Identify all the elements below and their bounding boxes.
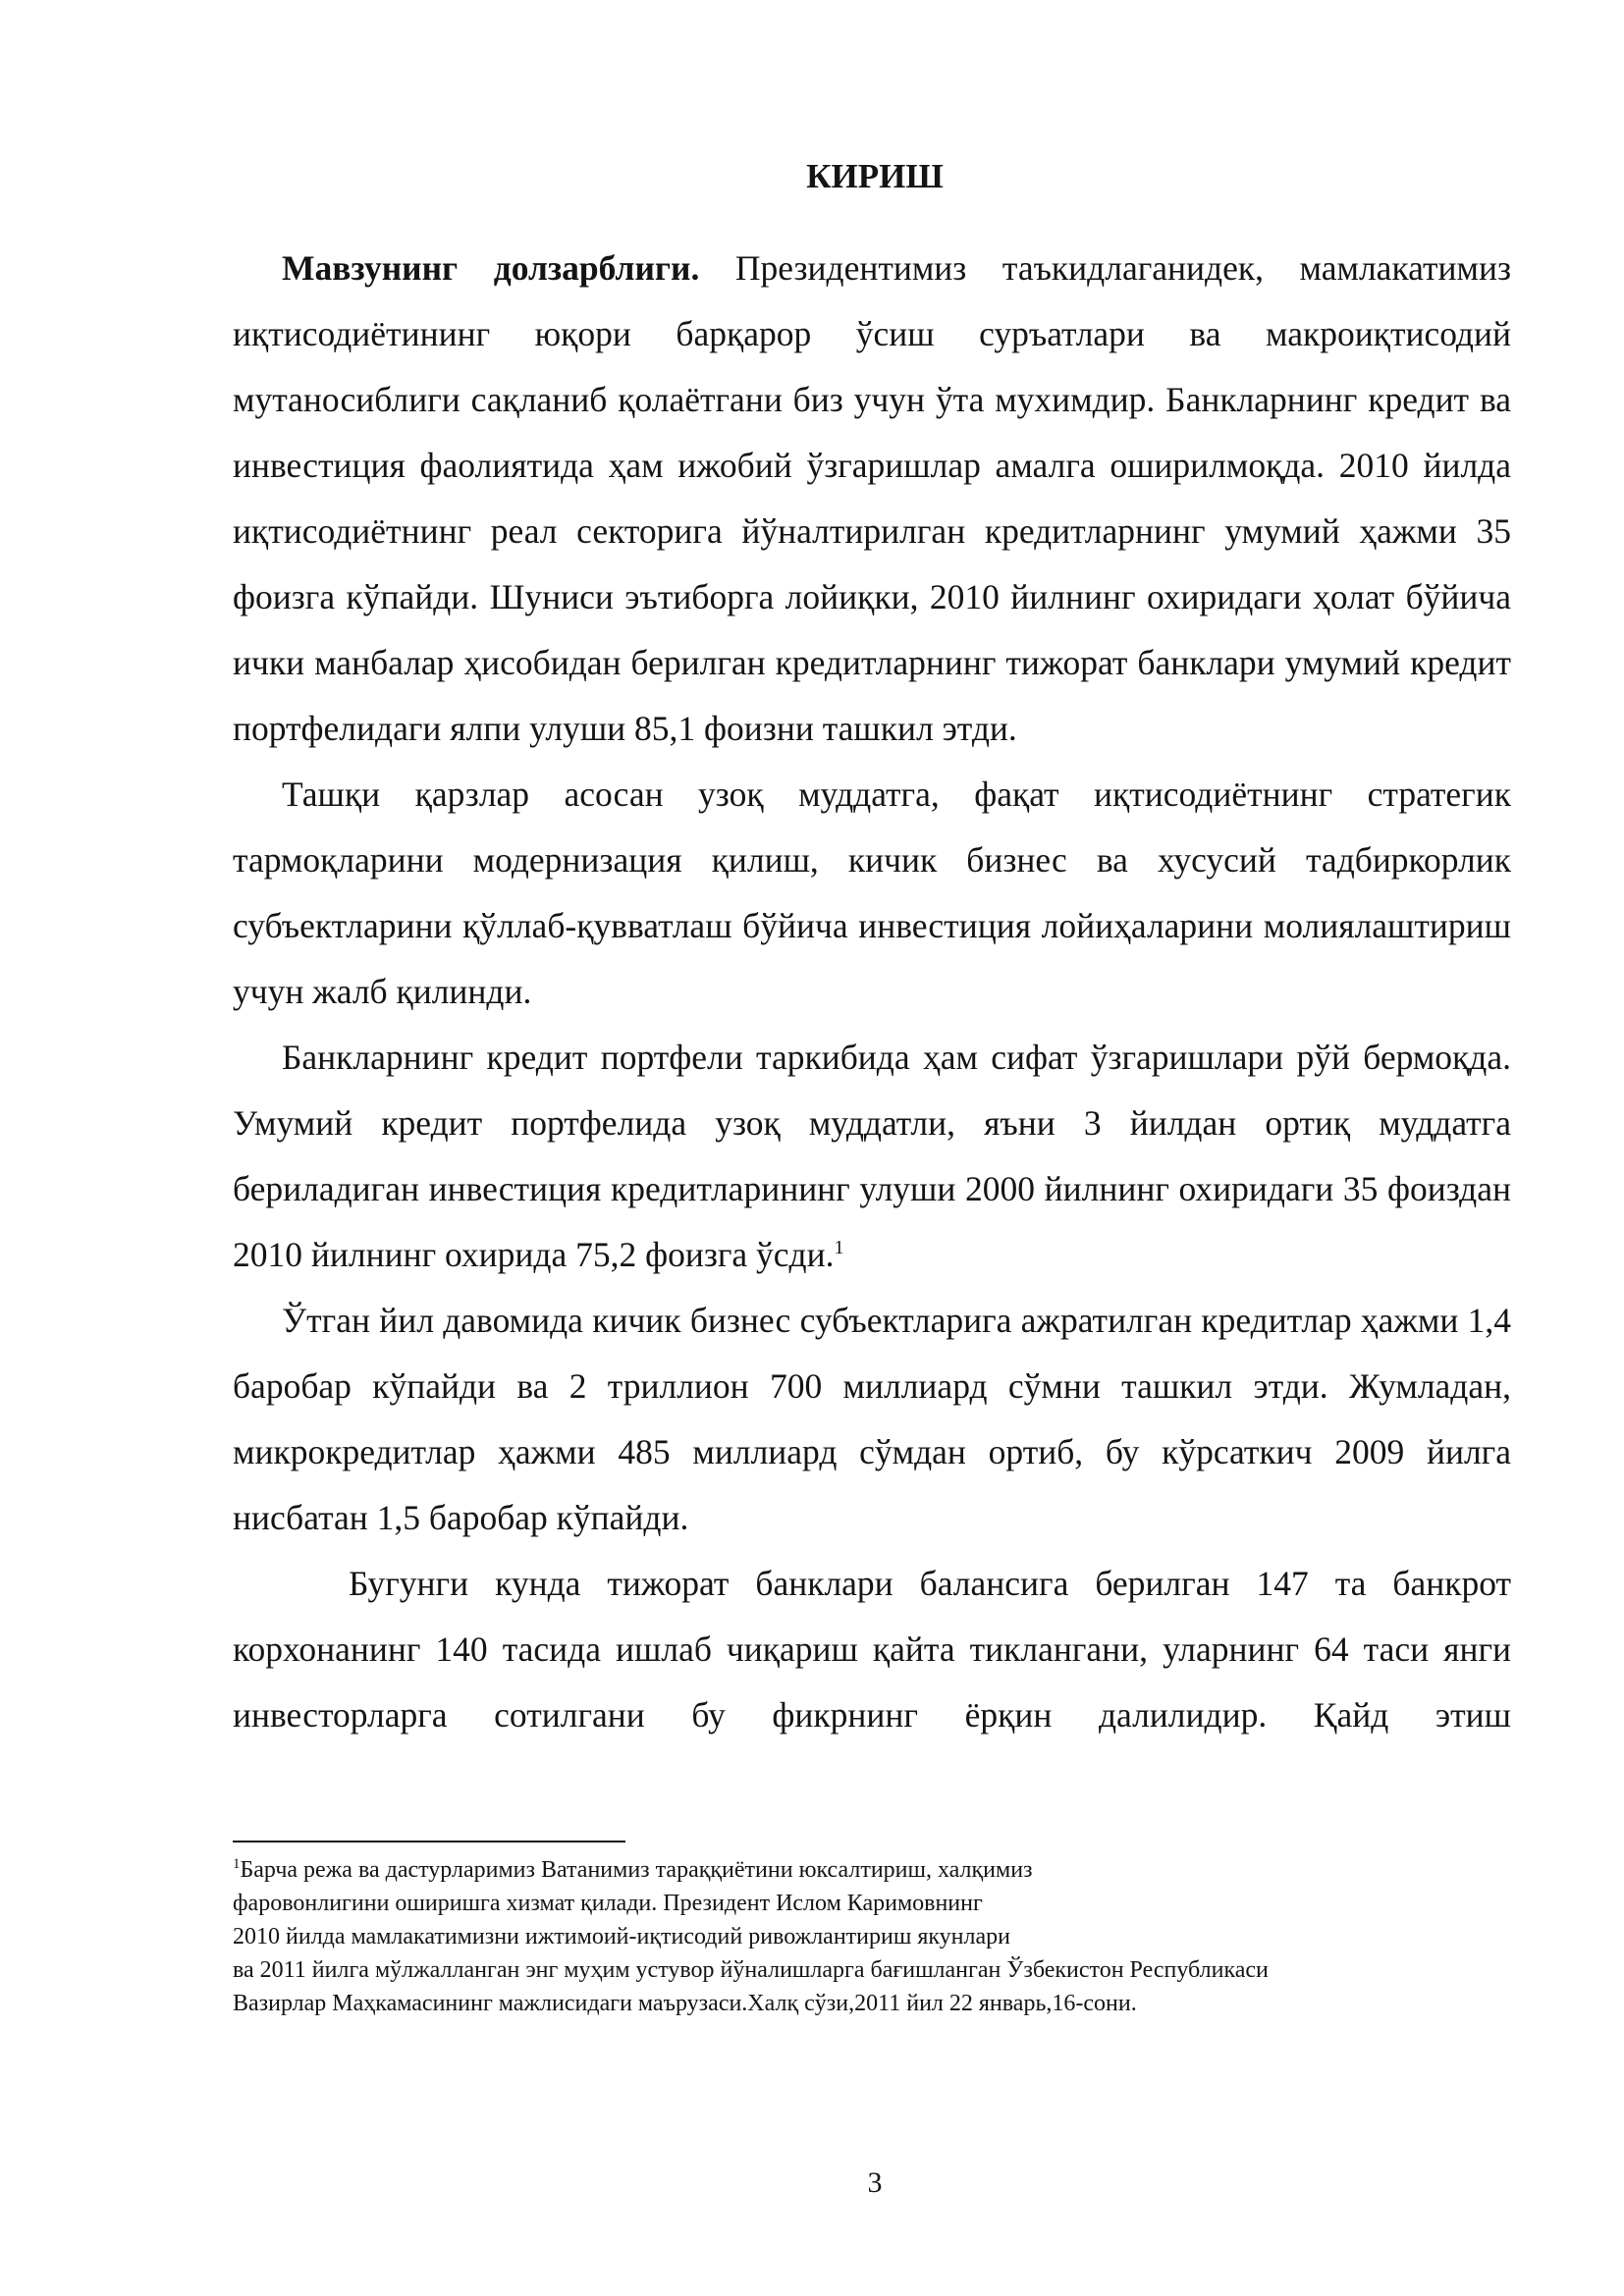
paragraph-text: Ташқи қарзлар асосан узоқ муддатга, фақат иқтисодиётнинг стратегик тармоқларини модернизация қилиш, кичик бизнес ва хусусий тадбиркорлик субъектларини қўллаб-қувватлаш бўйича инвестиция лойиҳаларини молиялаштириш учун жалб қилинди. [233,774,1511,1011]
footnote-line-text: Барча режа ва дастурларимиз Ватанимиз тараққиётини юксалтириш, халқимиз [240,1857,1033,1883]
page-number: 3 [867,2166,883,2199]
footnote-line: 2010 йилда мамлакатимизни ижтимоий-иқтисодий ривожлантириш якунлари [233,1924,1010,1949]
footnote-line [233,1853,1529,1887]
footnote-marker: 1 [233,1856,241,1872]
paragraph-text: Бугунги кунда тижорат банклари балансига берилган 147 та банкрот корхонанинг 140 тасида ишлаб чиқариш қайта тиклангани, уларнинг 64 таси янги инвесторларга сотилгани бу фикрнинг ёрқин далилидир. Қайд этиш [233,1564,1511,1735]
paragraph-small-business [233,1288,1511,1551]
footnote [233,1853,1529,2020]
page-title: КИРИШ [806,157,944,195]
footnote-line: фаровонлигини оширишга хизмат қилади. Президент Ислом Каримовнинг [233,1891,983,1916]
section-lead-heading: Мавзунинг долзарблиги. [282,248,700,288]
paragraph-external-loans [233,762,1511,1025]
paragraph-relevance [233,236,1511,762]
footnote-line: ва 2011 йилга мўлжалланган энг муҳим устувор йўналишларга бағишланган Ўзбекистон Республикаси [233,1957,1269,1983]
footnote-separator [233,1841,625,1842]
paragraph-credit-portfolio [233,1025,1511,1288]
footnote-reference[interactable]: 1 [834,1237,844,1259]
paragraph-text: Банкларнинг кредит портфели таркибида ҳам сифат ўзгаришлари рўй бермоқда. Умумий кредит портфелида узоқ муддатли, яъни 3 йилдан ортиқ муддатга бериладиган инвестиция кредитларининг улуши 2000 йилнинг охиридаги 35 фоиздан 2010 йилнинг охирида 75,2 фоизга ўсди. [233,1038,1511,1274]
paragraph-text: Ўтган йил давомида кичик бизнес субъектларига ажратилган кредитлар ҳажми 1,4 баробар кўпайди ва 2 триллион 700 миллиард сўмни ташкил этди. Жумладан, микрокредитлар ҳажми 485 миллиард сўмдан ортиб, бу кўрсаткич 2009 йилга нисбатан 1,5 баробар кўпайди. [233,1301,1511,1537]
paragraph-bankrupt-enterprises [233,1551,1511,1748]
footnote-line: Вазирлар Маҳкамасининг мажлисидаги маърузаси.Халқ сўзи,2011 йил 22 январь,16-сони. [233,1991,1137,2016]
body-text [233,236,1511,1748]
paragraph-text: Президентимиз таъкидлаганидек, мамлакатимиз иқтисодиётининг юқори барқарор ўсиш суръатлари ва макроиқтисодий мутаносиблиги сақланиб қолаётгани биз учун ўта мухимдир. Банкларнинг кредит ва инвестиция фаолиятида ҳам ижобий ўзгаришлар амалга оширилмоқда. 2010 йилда иқтисодиётнинг реал секторига йўналтирилган кредитларнинг умумий ҳажми 35 фоизга кўпайди. Шуниси эътиборга лойиқки, 2010 йилнинг охиридаги ҳолат бўйича ички манбалар ҳисобидан берилган кредитларнинг тижорат банклари умумий кредит портфелидаги ялпи улуши 85,1 фоизни ташкил этди. [233,248,1511,748]
